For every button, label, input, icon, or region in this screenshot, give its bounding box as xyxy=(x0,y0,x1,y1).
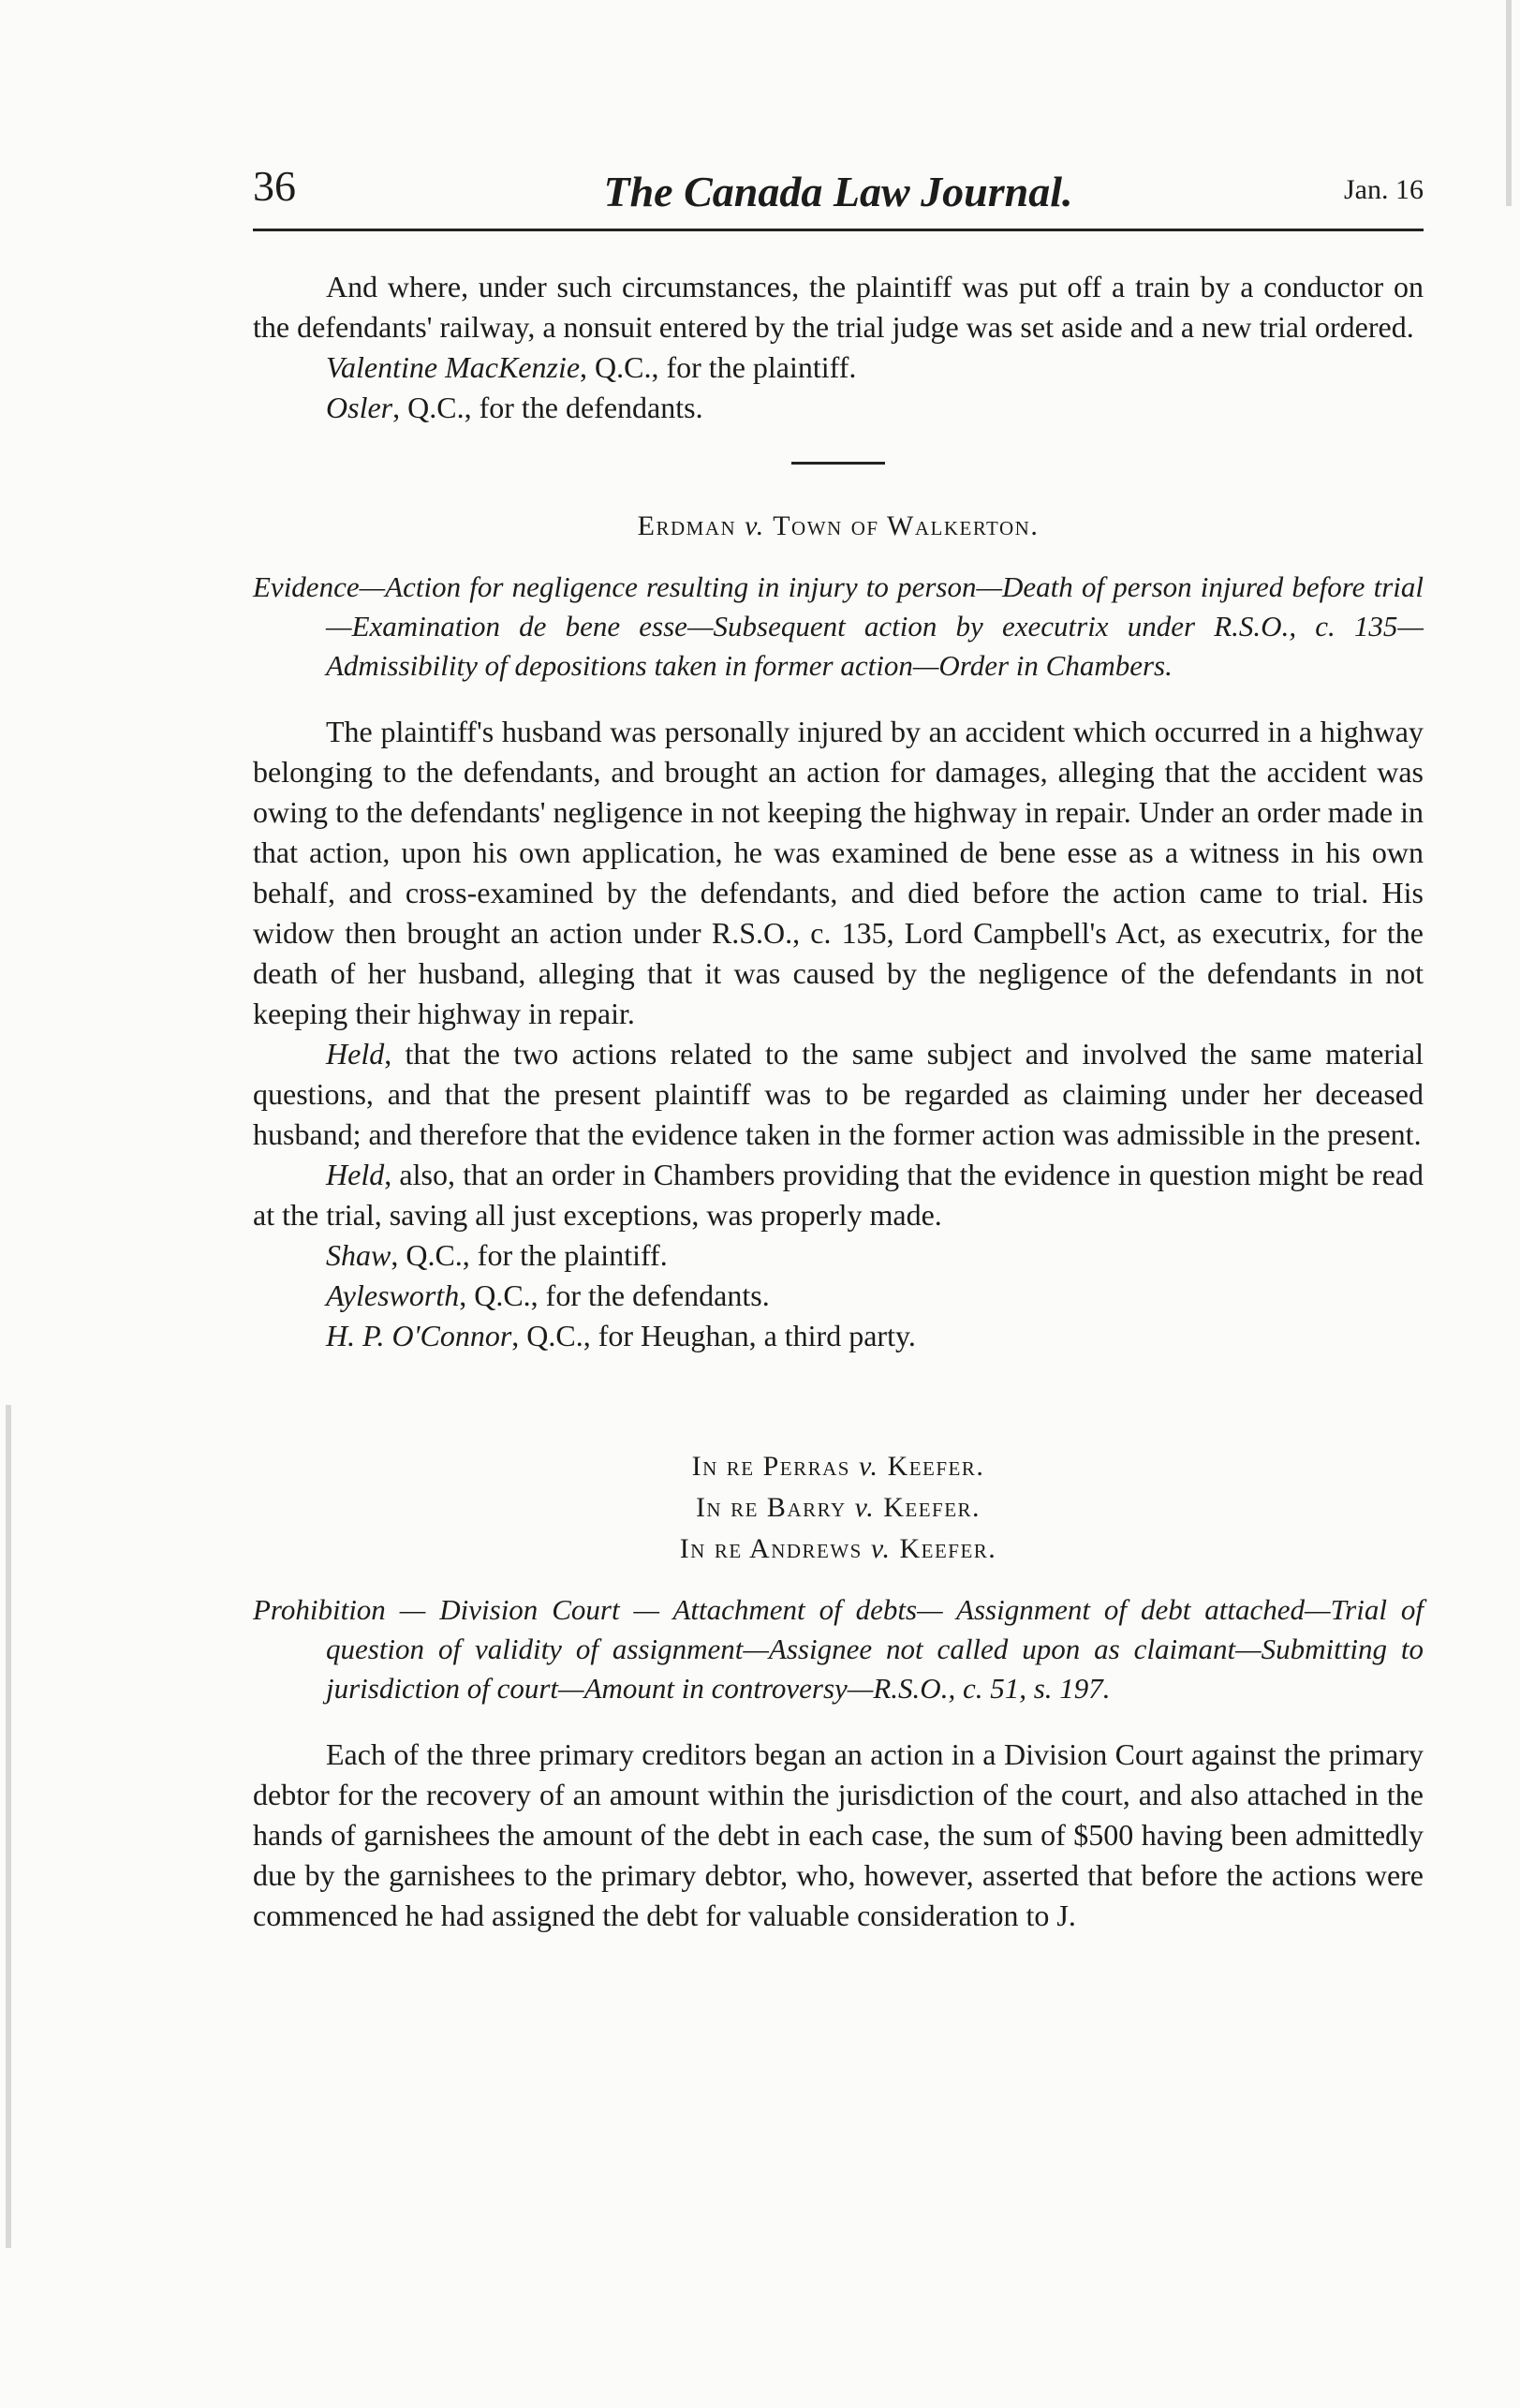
case3-headnote: Prohibition — Division Court — Attachment of debts— Assignment of debt attached—Trial of question of validity of assignment—Assignee not called upon as claimant—Submitting to jurisdiction of court—Amount in controversy—R.S.O., c. 51, s. 197. xyxy=(253,1593,1424,1705)
held-text: , also, that an order in Chambers providing that the evidence in question might be read at the trial, saving all just exceptions, was properly made. xyxy=(253,1158,1424,1232)
case2-held-2 xyxy=(253,1155,1424,1235)
versus: v. xyxy=(745,510,765,541)
case2-held-1 xyxy=(253,1034,1424,1155)
case3-title-1 xyxy=(253,1446,1424,1487)
counsel-role: , Q.C., for the defendants. xyxy=(392,391,703,424)
counsel-name: Aylesworth xyxy=(326,1278,460,1312)
counsel-name: Osler xyxy=(326,391,393,424)
party-b: Keefer. xyxy=(883,1492,981,1523)
party-a: In re Perras xyxy=(691,1451,850,1482)
journal-page xyxy=(253,150,1424,1936)
case1-counsel-2 xyxy=(253,388,1424,428)
left-edge-mark xyxy=(6,1405,11,2248)
case3-title-2 xyxy=(253,1487,1424,1529)
right-edge-mark xyxy=(1506,0,1512,206)
party-b: Keefer. xyxy=(887,1451,985,1482)
case1-counsel-1 xyxy=(253,347,1424,388)
counsel-name: Shaw xyxy=(326,1238,391,1272)
held-label: Held xyxy=(326,1158,385,1191)
held-text: , that the two actions related to the same subject and involved the same material questions, and that the present plaintiff was to be regarded as claiming under her deceased husband; and therefore that the evidence taken in the former action was admissible in the present. xyxy=(253,1037,1424,1151)
counsel-name: H. P. O'Connor xyxy=(326,1319,512,1352)
counsel-role: , Q.C., for the defendants. xyxy=(459,1278,770,1312)
case3-title-3 xyxy=(253,1529,1424,1570)
section-gap xyxy=(253,1356,1424,1446)
case3-facts: Each of the three primary creditors began an action in a Division Court against the primary debtor for the recovery of an amount within the jurisdiction of the court, and also attached in the hands of garnishees the amount of the debt in each case, the sum of $500 having been admittedly due by the garnishees to the primary debtor, who, however, asserted that before the actions were commenced he had assigned the debt for valuable consideration to J. xyxy=(253,1737,1424,1932)
versus: v. xyxy=(854,1492,876,1523)
section-divider xyxy=(791,462,885,465)
case2-headnote: Evidence—Action for negligence resulting in injury to person—Death of person injured before trial—Examination de bene esse—Subsequent action by executrix under R.S.O., c. 135—Admissibility of depositions taken in former action—Order in Chambers. xyxy=(253,570,1424,682)
party-a: In re Andrews xyxy=(679,1533,863,1564)
case2-counsel-3 xyxy=(253,1316,1424,1356)
counsel-role: , Q.C., for the plaintiff. xyxy=(391,1238,668,1272)
versus: v. xyxy=(870,1533,892,1564)
page-number: 36 xyxy=(253,162,296,210)
journal-title: The Canada Law Journal. xyxy=(603,168,1073,215)
held-label: Held xyxy=(326,1037,385,1071)
party-b: Town of Walkerton. xyxy=(773,510,1040,541)
party-b: Keefer. xyxy=(899,1533,997,1564)
counsel-name: Valentine MacKenzie xyxy=(326,350,581,384)
party-a: In re Barry xyxy=(695,1492,847,1523)
party-a: Erdman xyxy=(637,510,737,541)
counsel-role: , Q.C., for Heughan, a third party. xyxy=(511,1319,916,1352)
versus: v. xyxy=(858,1451,879,1482)
page-header xyxy=(253,150,1424,231)
case2-counsel-2 xyxy=(253,1276,1424,1316)
case2-counsel-1 xyxy=(253,1235,1424,1276)
case1-paragraph: And where, under such circumstances, the plaintiff was put off a train by a conductor on the defendants' railway, a nonsuit entered by the trial judge was set aside and a new trial ordered. xyxy=(253,270,1424,344)
case2-facts: The plaintiff's husband was personally injured by an accident which occurred in a highway belonging to the defendants, and brought an action for damages, alleging that the accident was owing to the defendants' negligence in not keeping the highway in repair. Under an order made in that action, upon his own application, he was examined de bene esse as a witness in his own behalf, and cross-examined by the defendants, and died before the action came to trial. His widow then brought an action under R.S.O., c. 135, Lord Campbell's Act, as executrix, for the death of her husband, alleging that it was caused by the negligence of the defendants in not keeping their highway in repair. xyxy=(253,715,1424,1030)
counsel-role: , Q.C., for the plaintiff. xyxy=(580,350,857,384)
case2-title xyxy=(253,506,1424,547)
issue-date: Jan. 16 xyxy=(1344,174,1424,205)
